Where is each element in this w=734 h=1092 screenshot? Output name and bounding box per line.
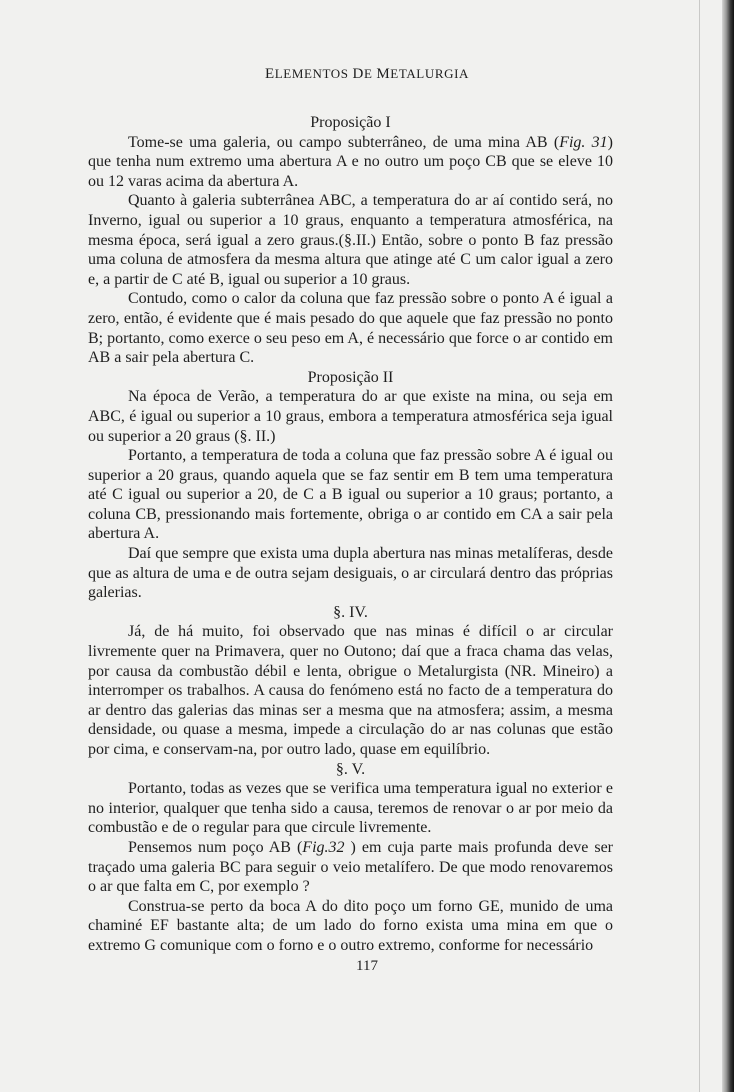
paragraph-text: Já, de há muito, foi observado que nas minas é difícil o ar circular livremente quer na Primavera, quer no Outono; daí que a fraca chama das velas, por causa da combustão débil e lenta, obrigue o Metalurgista (NR. Mineiro) a interromper os trabalhos. A causa do fenómeno está no facto de a temperatura do ar dentro das galerias das minas ser a mesma que na atmosfera; assim, a mesma densidade, ou quase a mesma, impede a circulação do ar nas colunas que estão por cima, e conservam-na, por outro lado, quase em equilíbrio. <box>88 623 613 758</box>
section-heading: Proposição II <box>307 368 394 386</box>
paragraph-text: Construa-se perto da boca A do dito poço um forno GE, munido de uma chaminé EF bastante alta; de um lado do forno exista uma mina em que o extremo G comunique com o forno e o outro extremo, conforme for necessário <box>88 897 613 954</box>
paragraph <box>88 779 613 838</box>
paragraph <box>88 387 613 446</box>
scan-border <box>722 0 734 1092</box>
paragraph-text: Tome-se uma galeria, ou campo subterrâneo, de uma mina AB ( <box>128 133 560 151</box>
paragraph-text: Portanto, todas as vezes que se verifica uma temperatura igual no exterior e no interior, qualquer que tenha sido a causa, teremos de renovar o ar por meio da combustão e de o regular para que circule livremente. <box>88 780 613 837</box>
running-title: ELEMENTOS DE METALURGIA <box>264 66 470 82</box>
body-text <box>88 113 613 956</box>
running-header <box>0 66 734 83</box>
paragraph <box>88 191 613 289</box>
paragraph <box>88 289 613 367</box>
paragraph <box>88 544 613 603</box>
section-heading: §. IV. <box>333 603 368 621</box>
section-heading: Proposição I <box>310 114 391 131</box>
paragraph-text: Quanto à galeria subterrânea ABC, a temperatura do ar aí contido será, no Inverno, igual ou superior a 10 graus, enquanto a temperatura atmosférica, na mesma época, será igual a zero graus.(§.II.) Então, sobre o ponto B faz pressão uma coluna de atmosfera da mesma altura que atinge até C um calor igual a zero e, a partir de C até B, igual ou superior a 10 graus. <box>88 192 613 288</box>
page-number: 117 <box>356 958 378 974</box>
paragraph <box>88 622 613 759</box>
paragraph <box>88 446 613 544</box>
scan-edge-line <box>699 0 700 1092</box>
figure-reference: Fig.32 <box>302 838 345 856</box>
paragraph <box>88 133 613 192</box>
paragraph-text: Na época de Verão, a temperatura do ar que existe na mina, ou seja em ABC, é igual ou superior a 10 graus, embora a temperatura atmosférica seja igual ou superior a 20 graus (§. II.) <box>88 388 613 445</box>
figure-reference: Fig. 31 <box>559 133 608 151</box>
paragraph <box>88 897 613 956</box>
paragraph-text: Daí que sempre que exista uma dupla abertura nas minas metalíferas, desde que as altura de uma e de outra sejam desiguais, o ar circulará dentro das próprias galerias. <box>88 545 613 602</box>
paragraph <box>88 838 613 897</box>
section-heading: §. V. <box>335 760 366 778</box>
paragraph-text: Portanto, a temperatura de toda a coluna que faz pressão sobre A é igual ou superior a 20 graus, quando aquela que se faz sentir em B tem uma temperatura até C igual ou superior a 20, de C a B igual ou superior a 10 graus; portanto, a coluna CB, pressionando mais fortemente, obriga o ar contido em CA a sair pela abertura A. <box>88 447 613 543</box>
paragraph-text: Pensemos num poço AB ( <box>128 838 303 856</box>
paragraph-text: ) que tenha num extremo uma abertura A e no outro um poço CB que se eleve 10 ou 12 varas acima da abertura A. <box>88 133 613 190</box>
paragraph-text: ) em cuja parte mais profunda deve ser traçado uma galeria BC para seguir o veio metalífero. De que modo renovaremos o ar que falta em C, por exemplo ? <box>88 838 613 896</box>
paragraph-text: Contudo, como o calor da coluna que faz pressão sobre o ponto A é igual a zero, então, é evidente que é mais pesado do que aquele que faz pressão no ponto B; portanto, como exerce o seu peso em A, é necessário que force o ar contido em AB a sair pela abertura C. <box>88 290 613 367</box>
